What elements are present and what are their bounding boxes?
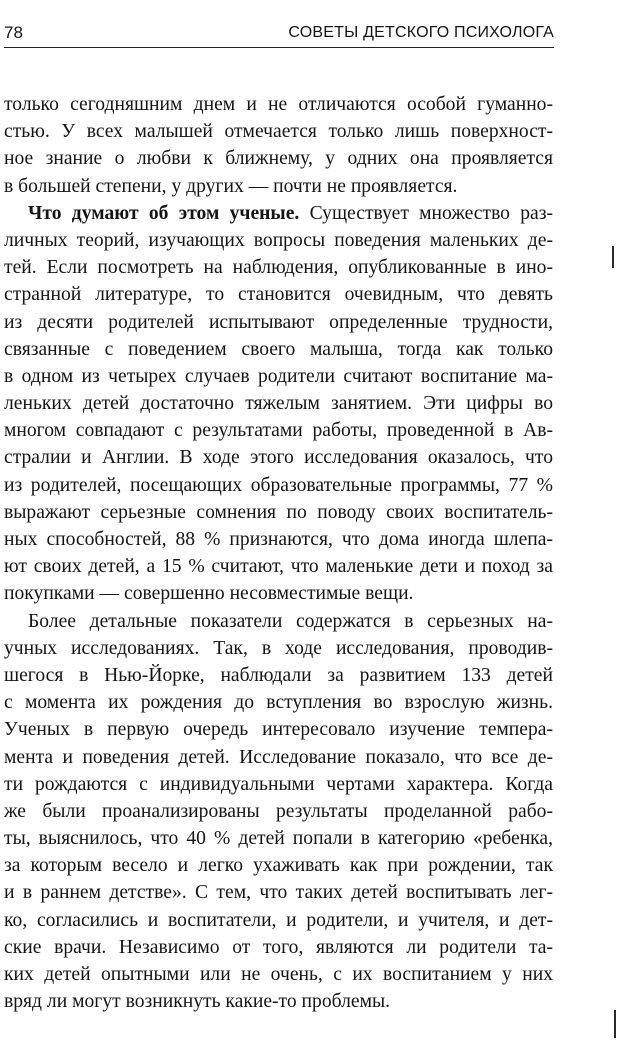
text-line: ти рождаются с индивидуальными чертами характера. Когда <box>4 773 553 795</box>
scan-artifact-line <box>612 246 614 268</box>
text-line: шегося в Нью-Йорке, наблюдали за развитием 133 детей <box>4 664 553 686</box>
text-line: же были проанализированы результаты проделанной рабо- <box>4 800 553 822</box>
text-line: ко, согласились и воспитатели, и родители, и учителя, и дет- <box>4 909 553 931</box>
text-line: странной литературе, то становится очевидным, что девять <box>4 284 553 306</box>
text-line: стью. У всех малышей отмечается только лишь поверхност- <box>4 121 553 143</box>
text-line: из родителей, посещающих образовательные программы, 77 % <box>4 474 553 496</box>
text-line: ют своих детей, а 15 % считают, что маленькие дети и поход за <box>4 556 553 578</box>
text-line: тей. Если посмотреть на наблюдения, опубликованные в ино- <box>4 257 553 279</box>
text-line: Более детальные показатели содержатся в серьезных на- <box>28 610 553 632</box>
text-line: за которым весело и легко ухаживать как при рождении, так <box>4 855 553 877</box>
text-line: стралии и Англии. В ходе этого исследования оказалось, что <box>4 447 553 469</box>
text-line: учных исследованиях. Так, в ходе исследования, проводив- <box>4 637 553 659</box>
paragraph-lead-line <box>4 200 553 227</box>
text-line: вряд ли могут возникнуть какие-то проблемы. <box>4 991 391 1013</box>
text-line: личных теорий, изучающих вопросы поведения маленьких де- <box>4 229 553 251</box>
text-line: только сегодняшним днем и не отличаются особой гуманно- <box>4 94 553 115</box>
text-line: мента и поведения детей. Исследование показало, что все де- <box>4 746 553 768</box>
paragraph-heading: Что думают об этом ученые. <box>28 202 300 224</box>
text-line: в большей степени, у других — почти не проявляется. <box>4 175 458 197</box>
text-line: ное знание о любви к ближнему, у одних она проявляется <box>4 148 553 170</box>
text-line: ких детей опытными или не очень, с их воспитанием у них <box>4 964 553 985</box>
text-line: многом совпадают с результатами работы, проведенной в Ав- <box>4 420 553 442</box>
text-line: в одном из четырех случаев родители считают воспитание ма- <box>4 365 553 387</box>
text-line: покупками — совершенно несовместимые вещи. <box>4 583 414 605</box>
text-line: и в раннем детстве». С тем, что таких детей воспитывать лег- <box>4 882 553 904</box>
text-line: леньких детей достаточно тяжелым занятием. Эти цифры во <box>4 393 553 415</box>
text-line: из десяти родителей испытывают определенные трудности, <box>4 311 553 333</box>
text-line: с момента их рождения до вступления во взрослую жизнь. <box>4 692 553 714</box>
text-line: ных способностей, 88 % признаются, что дома иногда шлепа- <box>4 529 553 550</box>
scan-artifact-line <box>614 1010 616 1038</box>
text-line: выражают серьезные сомнения по поводу своих воспитатель- <box>4 501 553 523</box>
text-line: Ученых в первую очередь интересовало изучение темпера- <box>4 719 553 741</box>
running-head <box>4 22 554 48</box>
body-text <box>4 91 553 1015</box>
page-number: 78 <box>4 23 23 42</box>
text-line: связанные с поведением своего малыша, тогда как только <box>4 338 553 360</box>
text-line: ские врачи. Независимо от того, являются ли родители та- <box>4 936 553 958</box>
paragraph-lead-rest: Существует множество раз- <box>299 202 554 224</box>
book-title: СОВЕТЫ ДЕТСКОГО ПСИХОЛОГА <box>288 24 554 41</box>
header-rule <box>4 47 554 48</box>
text-line: ты, выяснилось, что 40 % детей попали в категорию «ребенка, <box>4 828 553 850</box>
